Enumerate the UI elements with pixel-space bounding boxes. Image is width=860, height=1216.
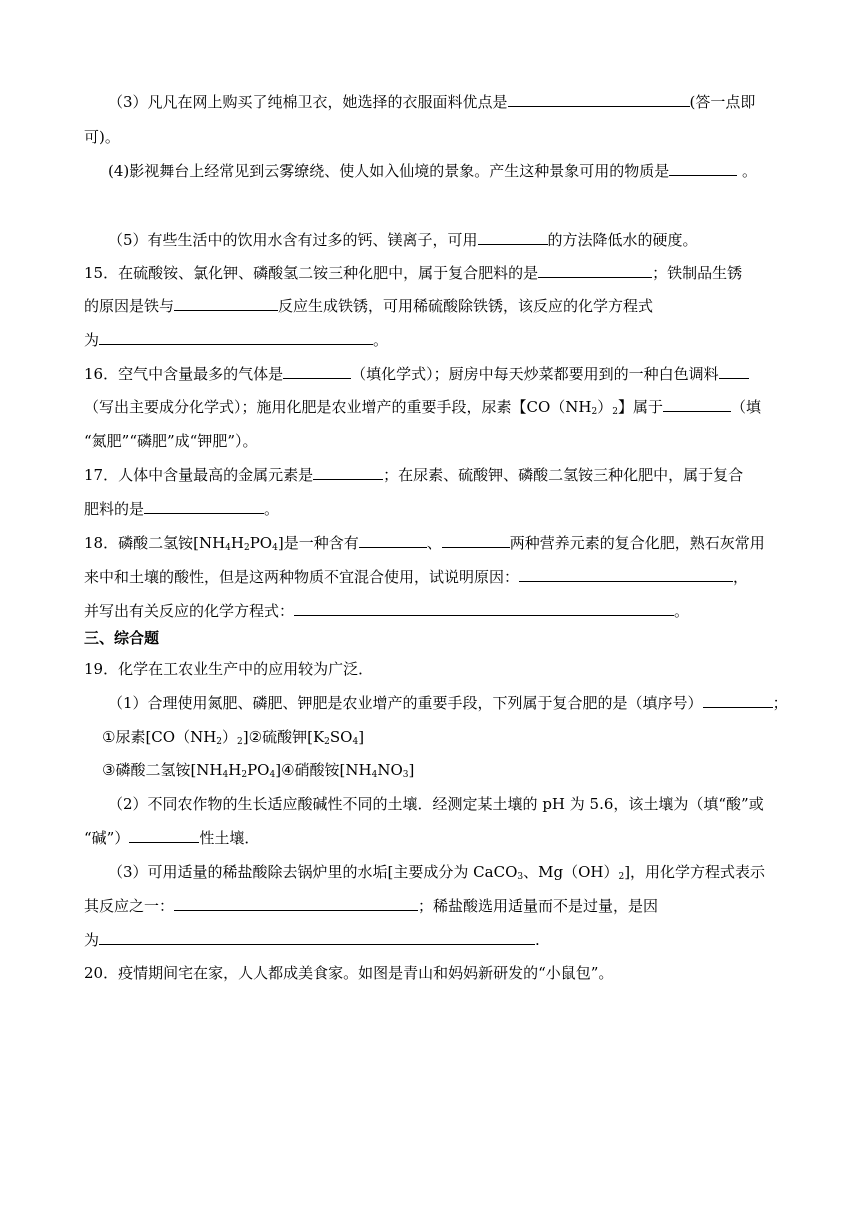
answer-blank[interactable] bbox=[519, 567, 733, 582]
answer-blank[interactable] bbox=[283, 364, 351, 379]
q16-line1: 16．空气中含量最多的气体是 （填化学式）；厨房中每天炒菜都要用到的一种白色调料 bbox=[84, 364, 749, 384]
answer-blank[interactable] bbox=[144, 499, 264, 514]
q19-options-row2: ③磷酸二氢铵$[NH_4H_2PO_4]④$硝酸铵$[NH_4NO_3]$ bbox=[102, 761, 415, 780]
answer-blank[interactable] bbox=[703, 693, 773, 708]
answer-blank[interactable] bbox=[478, 230, 548, 245]
answer-blank[interactable] bbox=[508, 92, 690, 107]
answer-blank[interactable] bbox=[313, 465, 383, 480]
answer-blank[interactable] bbox=[129, 828, 199, 843]
answer-blank[interactable] bbox=[359, 533, 427, 548]
q16-line2: （写出主要成分化学式）；施用化肥是农业增产的重要手段，尿素【$CO(NH_2)_2$】属于 （填 bbox=[84, 398, 761, 417]
answer-blank[interactable] bbox=[174, 296, 278, 311]
answer-blank[interactable] bbox=[669, 161, 737, 176]
q14-part5: （5）有些生活中的饮用水含有过多的钙、镁离子，可用 的方法降低水的硬度。 bbox=[108, 231, 698, 249]
answer-blank[interactable] bbox=[174, 896, 418, 911]
q15-line2: 的原因是铁与 反应生成铁锈，可用稀硫酸除铁锈，该反应的化学方程式 bbox=[84, 297, 654, 315]
q18-line3: 并写出有关反应的化学方程式： 。 bbox=[84, 602, 690, 620]
answer-blank[interactable] bbox=[99, 330, 373, 345]
q19-part2-line1: （2）不同农作物的生长适应酸碱性不同的土壤．经测定某土壤的 pH 为 5.6，该土壤为（填“酸”或 bbox=[108, 795, 764, 813]
section-title: 三、综合题 bbox=[84, 629, 160, 647]
q19-part1: （1）合理使用氮肥、磷肥、钾肥是农业增产的重要手段，下列属于复合肥的是（填序号） ； bbox=[108, 694, 788, 712]
q19-part3-line1: （3）可用适量的稀盐酸除去锅炉里的水垢[主要成分为 CaCO$_3$、$Mg(OH)_2$]，用化学方程式表示 bbox=[108, 863, 766, 882]
q14-part4: (4)影视舞台上经常见到云雾缭绕、使人如入仙境的景象。产生这种景象可用的物质是 。 bbox=[108, 162, 758, 180]
q16-line3: “氮肥”“磷肥”成“钾肥”）。 bbox=[84, 432, 258, 450]
q19-part3-line2: 其反应之一： ；稀盐酸选用适量而不是过量，是因 bbox=[84, 897, 659, 915]
answer-blank[interactable] bbox=[663, 397, 731, 412]
answer-blank[interactable] bbox=[99, 930, 535, 945]
answer-blank[interactable] bbox=[442, 533, 510, 548]
q18-line2: 来中和土壤的酸性，但是这两种物质不宜混合使用，试说明原因： ， bbox=[84, 568, 749, 586]
q17-line1: 17．人体中含量最高的金属元素是 ；在尿素、硫酸钾、磷酸二氢铵三种化肥中，属于复合 bbox=[84, 466, 744, 484]
q18-line1: 18．磷酸二氢铵$[NH_4H_2PO_4]$是一种含有 、 两种营养元素的复合化肥，熟石灰常用 bbox=[84, 534, 765, 553]
q19-part2-line2: “碱”） 性土壤． bbox=[84, 829, 260, 847]
q20-stem: 20．疫情期间宅在家，人人都成美食家。如图是青山和妈妈新研发的“小鼠包”。 bbox=[84, 964, 614, 982]
q14-part3-line1: （3）凡凡在网上购买了纯棉卫衣，她选择的衣服面料优点是 (答一点即 bbox=[108, 93, 756, 111]
answer-blank[interactable] bbox=[294, 601, 674, 616]
q17-line2: 肥料的是 。 bbox=[84, 500, 280, 518]
q15-line3: 为 。 bbox=[84, 331, 389, 349]
q19-part3-line3: 为 . bbox=[84, 931, 540, 949]
q15-line1: 15．在硫酸铵、氯化钾、磷酸氢二铵三种化肥中，属于复合肥料的是 ；铁制品生锈 bbox=[84, 264, 743, 282]
q19-stem: 19．化学在工农业生产中的应用较为广泛． bbox=[84, 660, 374, 678]
q14-part3-line2: 可)。 bbox=[84, 128, 120, 146]
q19-options-row1: ①尿素$[CO(NH_2)_2]②$硫酸钾$[K_2SO_4]$ bbox=[102, 728, 365, 747]
answer-blank[interactable] bbox=[719, 364, 749, 379]
answer-blank[interactable] bbox=[538, 263, 652, 278]
